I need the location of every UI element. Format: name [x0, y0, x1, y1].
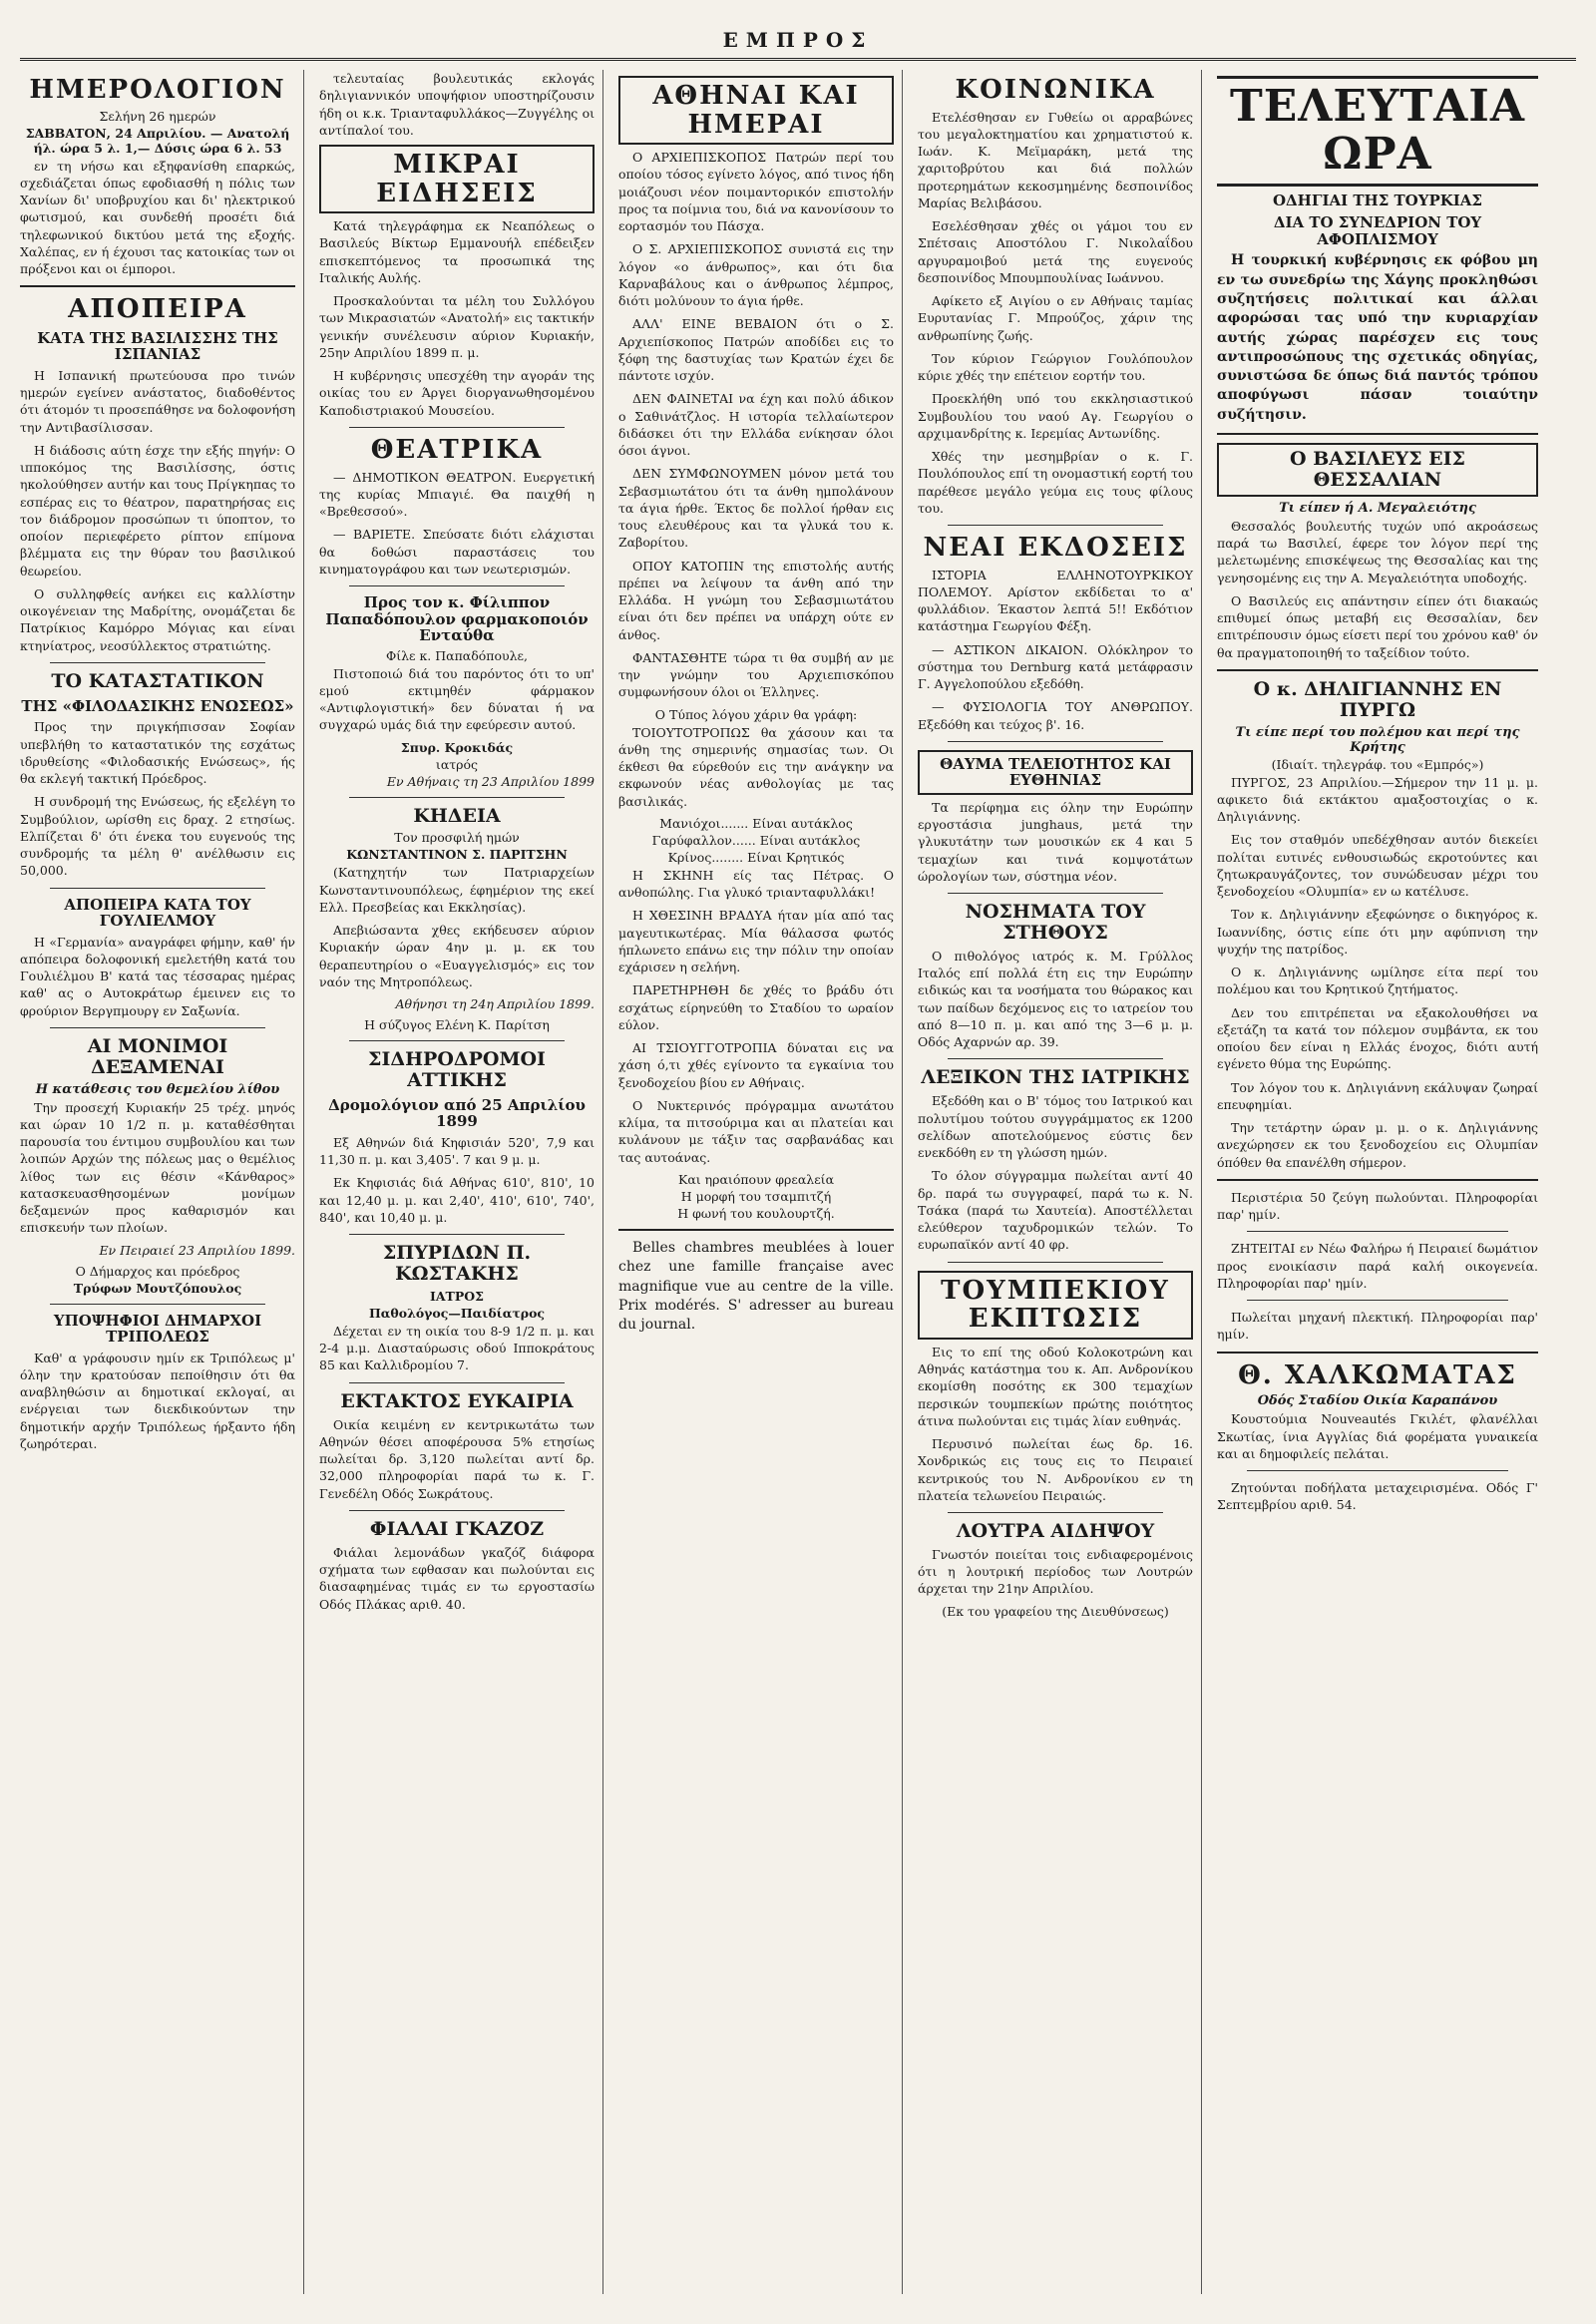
athinai-p9: Η ΣΚΗΝΗ είς τας Πέτρας. Ο ανθοπώλης. Για γλυκό τριανταφυλλάκι!	[618, 867, 894, 901]
koinonika-p4: Τον κύριον Γεώργιον Γουλόπουλον κύριε χθές την επέτειον εορτήν του.	[918, 350, 1193, 384]
koinonika-p1: Ετελέσθησαν εν Γυθείω οι αρραβώνες του μεγαλοκτηματίου και χρηματιστού κ. Ιωάν. Κ. Μεϊμαράκη, μετά της χαριτοβρύτου και διά πολλών προτερημάτων κεκοσμημένης δεσποινίδος Μαρίας Βελιβάσου.	[918, 109, 1193, 210]
divider	[948, 893, 1163, 894]
apopeira-p2: Η διάδοσις αύτη έσχε την εξής πηγήν: Ο ιπποκόμος της Βασιλίσσης, όστις ηκολούθησεν αυτήν και τους Πρίγκηπας το εσπέρας εις το θέατρον, παρατηρήσας εις τον διάδρομον προσώπων τι ύποπτον, το οποίον περιεφέρετο ρίπτον επίμονα βλέμματα εις την θύραν του βασιλικού θεωρείου.	[20, 442, 295, 579]
teleftaia-title: ΤΕΛΕΥΤΑΙΑ ΩΡΑ	[1217, 76, 1538, 187]
divider	[948, 1512, 1163, 1513]
letter-sign-date: Εν Αθήναις τη 23 Απριλίου 1899	[386, 773, 595, 789]
athinai-list3: Κρίνος........ Είναι Κρητικός	[667, 849, 845, 865]
column-2	[319, 70, 603, 2294]
koinonika-p3: Αφίκετο εξ Αιγίου ο εν Αθήναις ταμίας Ευρυτανίας Γ. Μπρούζος, χάριν της ανθρωπίνης ζωής.	[918, 293, 1193, 343]
athinai-p5: ΔΕΝ ΣΥΜΦΩΝΟΥΜΕΝ μόνον μετά του Σεβασμιωτάτου ότι τα άνθη ημπολάνουν τα άγια ήρθε. Έκτος δε πολλοί ήρθαν εις τους ελευθέρους και τα γλυκά του κ. Ζαβορίτου.	[618, 466, 894, 551]
athinai-p4: ΔΕΝ ΦΑΙΝΕΤΑΙ να έχη και πολύ άδικον ο Σαθινάτζλος. Η ιστορία τελλαίωτερον διδάσκει ότι την Ελλάδα ενίκησαν όλοι όσοι άγνοι.	[618, 391, 894, 459]
divider	[948, 741, 1163, 742]
athinai-p2: Ο Σ. ΑΡΧΙΕΠΙΣΚΟΠΟΣ συνιστά εις την λόγον «ο άνθρωπος», και ότι δια Καρναβάλους και ο άνθρωπος λέμπρος, διότι μολύνουν το άγια ήρθε.	[618, 241, 894, 309]
apopeira-subtitle: ΚΑΤΑ ΤΗΣ ΒΑΣΙΛΙΣΣΗΣ ΤΗΣ ΙΣΠΑΝΙΑΣ	[37, 328, 278, 364]
vasilefs-p2: Ο Βασιλεύς εις απάντησιν είπεν ότι διακαώς επιθυμεί όπως μεταβή εις Θεσσαλίαν, δεν επιτρέπουσιν όμως είσετι περί του χρόνου καθ' όν θα πραγματοποιηθή το ταξείδιον τούτο.	[1217, 592, 1538, 660]
gazoz-p1: Φιάλαι λεμονάδων γκαζόζ διάφορα σχήματα των εφθασαν και πωλούνται εις διασαφημένας τιμάς εν τω εργοστασίω Οδός Πλάκας αριθ. 40.	[319, 1544, 595, 1612]
zitite-ad: ΖΗΤΕΙΤΑΙ εν Νέω Φαλήρω ή Πειραιεί δωμάτιον προς ενοικίασιν παρά καλή οικογενεία. Πληροφορίαι παρ' ημίν.	[1217, 1241, 1538, 1291]
pyrgo-p3: Ο κ. Δηλιγιάννης ωμίλησε είτα περί του πολέμου και του Κρητικού ζητήματος.	[1217, 965, 1538, 997]
divider	[50, 662, 265, 663]
sidirodromoi-p1: Εξ Αθηνών διά Κηφισιάν 520', 7,9 και 11,30 π. μ. και 3,405'. 7 και 9 μ. μ.	[319, 1134, 595, 1168]
masthead	[20, 22, 1576, 61]
apopeira-p3: Ο συλληφθείς ανήκει εις καλλίστην οικογένειαν της Μαδρίτης, ονομάζεται δε Πατρίκιος Καμόρρο Μόγιας και είναι κτηνίατρος, νεοσύλλεκτος στρατιώτης.	[20, 585, 295, 653]
columns	[20, 70, 1576, 2294]
goulielmos-title: ΑΠΟΠΕΙΡΑ ΚΑΤΑ ΤΟΥ ΓΟΥΛΙΕΛΜΟΥ	[64, 895, 251, 931]
hemerologion-text: εν τη νήσω και εξηφανίσθη επαρκώς, σχεδιάζεται όπως εφοδιασθή η πόλις των Χανίων δι' υποβρυχίου και δι' ηλεκτρικού φωτισμού, και συνδεθή προσέτι διά τηλεφωνικού δικτύου μετά της εξοχής. Χαλέπας, εν ή έχουσι τας κατοικίας των οι πρόξενοι και οι έμποροι.	[20, 158, 295, 277]
dexamenai-sign-name: Τρύφων Μουτζόπουλος	[73, 1280, 242, 1296]
athinai-p10: Η ΧΘΕΣΙΝΗ ΒΡΑΔΥΑ ήταν μία από τας μαγευτικωτέρας. Μία θάλασσα φωτός ήπλωνετο επάνω εις την πόλιν την οποίαν εχάρισεν η σελήνη.	[618, 908, 894, 975]
vasilefs-subtitle: Τι είπεν ή Α. Μεγαλειότης	[1279, 500, 1476, 516]
divider	[948, 1058, 1163, 1059]
teleftaia-subtitle: ΟΔΗΓΙΑΙ ΤΗΣ ΤΟΥΡΚΙΑΣ	[1272, 191, 1483, 209]
eidiseis-p2: Προσκαλούνται τα μέλη του Συλλόγου των Μικρασιατών «Ανατολή» εις τακτικήν γενικήν συνέλευσιν αύριον Κυριακήν, 25ην Απριλίου 1899 π. μ.	[319, 293, 595, 360]
eidiseis-title: ΜΙΚΡΑΙ ΕΙΔΗΣΕΙΣ	[319, 145, 595, 213]
poleitai-ad: Πωλείται μηχανή πλεκτική. Πληροφορίαι παρ' ημίν.	[1217, 1310, 1538, 1343]
column-1	[20, 70, 304, 2294]
column-4	[918, 70, 1202, 2294]
divider	[20, 285, 295, 287]
dexamenai-title: ΑΙ ΜΟΝΙΜΟΙ ΔΕΞΑΜΕΝΑΙ	[87, 1034, 228, 1078]
kostakis-title: ΣΠΥΡΙΔΩΝ Π. ΚΩΣΤΑΚΗΣ	[382, 1242, 532, 1286]
toumpekiou-p2: Περυσινό πωλείται έως δρ. 16. Χονδρικώς εις τους εις το Πειραιεί κεντρικούς του Ν. Ανδρονίκου εν τη πλατεία τελωνείου Πειραιώς.	[918, 1436, 1193, 1503]
column-3	[618, 70, 903, 2294]
theatrika-p1: — ΔΗΜΟΤΙΚΟΝ ΘΕΑΤΡΟΝ. Ευεργετική της κυρίας Μπιαγιέ. Θα παιχθή η «Βρεθεσσού».	[319, 469, 595, 520]
nosimata-p1: Ο πιθολόγος ιατρός κ. Μ. Γρύλλος Ιταλός επί πολλά έτη εις την Ευρώπην ειδικώς και τα νοσήματα του θώρακος και των παίδων δεχόμενος εις το ιατρείον του από 8—10 π. μ. και από της 3—6 μ. μ. Οδός Αχαρνών αρ. 39.	[918, 948, 1193, 1050]
theatrika-p2: — ΒΑΡΙΕΤΕ. Σπεύσατε διότι ελάχισται θα δοθώσι παραστάσεις του κινηματογράφου και των νεωτερισμών.	[319, 527, 595, 577]
thavma-p1: Τα περίφημα εις όλην την Ευρώπην εργοστάσια junghaus, μετά την γλυκυτάτην των μουσικών εκ 4 και 5 τεμαχίων και τινά κομψοτάτων ώρολογίων των, σύστημα νέον.	[918, 799, 1193, 884]
divider	[1217, 433, 1538, 435]
divider	[349, 1510, 565, 1511]
goulielmos-p1: Η «Γερμανία» αναγράφει φήμην, καθ' ήν απόπειρα δολοφονική εμελετήθη κατά του Γουλιέλμου Β' κατά τας τέσσαρας ημέρας καθ' ας ο Αυτοκράτωρ έμεινεν εις το φρούριον Βεργπμουργ εν Σαξωνία.	[20, 934, 295, 1018]
divider	[349, 1234, 565, 1235]
divider	[349, 1382, 565, 1383]
athinai-p3: ΑΛΛ' ΕΙΝΕ ΒΕΒΑΙΟΝ ότι ο Σ. Αρχιεπίσκοπος Πατρών αποδίδει εις το ξόφη της δαστυχίας των Κρατών έχει δε πάντοτε ισχύν.	[618, 316, 894, 384]
katastatikon-subtitle: ΤΗΣ «ΦΙΛΟΔΑΣΙΚΗΣ ΕΝΩΣΕΩΣ»	[21, 696, 294, 715]
kedeia-name: ΚΩΝΣΤΑΝΤΙΝΟΝ Σ. ΠΑΡΙΤΣΗΝ	[346, 847, 568, 863]
divider	[349, 797, 565, 798]
dexamenai-sign-place: Εν Πειραιεί 23 Απριλίου 1899.	[99, 1242, 295, 1258]
pyrgo-dateline: (Ιδιαίτ. τηλεγράφ. του «Εμπρός»)	[1271, 756, 1484, 772]
pyrgo-subtitle: Τι είπε περί του πολέμου και περί της Κρήτης	[1235, 724, 1520, 755]
masthead-title: ΕΜΠΡΟΣ	[722, 28, 874, 52]
divider	[50, 888, 265, 889]
hemerologion-date: ΣΑΒΒΑΤΟΝ, 24 Απριλίου. — Ανατολή ήλ. ώρα 5 λ. 1,— Δύσις ώρα 6 λ. 53	[25, 125, 290, 156]
efkairia-title: ΕΚΤΑΚΤΟΣ ΕΥΚΑΙΡΙΑ	[340, 1389, 574, 1412]
vasilefs-p1: Θεσσαλός βουλευτής τυχών υπό ακροάσεως παρά τω Βασιλεί, έφερε τον λόγον περί της μελετωμένης επισκέψεως της Θεσσαλίας και της γενησομένης εις την Α. Μεγαλειότητα υποδοχής.	[1217, 518, 1538, 585]
vasilefs-title: Ο ΒΑΣΙΛΕΥΣ ΕΙΣ ΘΕΣΣΑΛΙΑΝ	[1217, 443, 1538, 497]
letter-sign-name: Σπυρ. Κροκιδάς	[400, 739, 514, 755]
ekdoseis-title: ΝΕΑΙ ΕΚΔΟΣΕΙΣ	[923, 533, 1188, 564]
lexikon-p1: Εξεδόθη και ο Β' τόμος του Ιατρικού και πολυτίμου τούτου συγγράμματος εκ 1200 σελίδων αποτελούμενος εύστις δεν ενεκδόθη εν τη γλώσση ημών.	[918, 1093, 1193, 1161]
pyrgo-p1: Εις τον σταθμόν υπεδέχθησαν αυτόν διεκείει πολίται ευτινές ενθουσιωδώς εκροτούντες και ζητωκραυγάζοντες, τον συνώδευσαν μέχρι του ξενοδοχείου «Ολυμπία» εν ω κατέλυσε.	[1217, 832, 1538, 900]
pyrgo-p2: Τον κ. Δηλιγιάννην εξεφώνησε ο δικηγόρος κ. Ιωαννίδης, όστις είπε ότι μην αφύπνιση την ψυχήν της πατρίδος.	[1217, 907, 1538, 957]
divider	[1247, 1231, 1508, 1232]
efkairia-p1: Οικία κειμένη εν κεντρικωτάτω των Αθηνών θέσει αποφέρουσα 5% ετησίως πωλείται δρ. 3,120 πωλείται αντί δρ. 32,000 πληροφορίαι παρά τω κ. Γ. Γενεδέλη Οδός Σωκράτους.	[319, 1416, 595, 1501]
teleftaia-subtitle2: ΔΙΑ ΤΟ ΣΥΝΕΔΡΙΟΝ ΤΟΥ ΑΦΟΠΛΙΣΜΟΥ	[1273, 213, 1482, 248]
pyrgo-p6: Την τετάρτην ώραν μ. μ. ο κ. Δηλιγιάννης ανεχώρησεν εκ του ξενοδοχείου εις Ολυμπίαν όπόθεν θα επανέλθη σήμερον.	[1217, 1120, 1538, 1170]
divider	[1247, 1470, 1508, 1471]
hemerologion-title: ΗΜΕΡΟΛΟΓΙΟΝ	[29, 75, 286, 105]
divider	[1247, 1300, 1508, 1301]
athinai-title: ΑΘΗΝΑΙ ΚΑΙ ΗΜΕΡΑΙ	[618, 76, 894, 145]
kedeia-date: Αθήνησι τη 24η Απριλίου 1899.	[395, 996, 595, 1012]
divider	[50, 1027, 265, 1028]
athinai-p1: Ο ΑΡΧΙΕΠΙΣΚΟΠΟΣ Πατρών περί του οποίου τόσος εγίνετο λόγος, από τινος ήδη μοιάζουσι νέον ποιμαντορικόν επιστολήν προς τα ποίμνια του, διά να κανονίσουν το εορτασμόν του Πάσχα.	[618, 150, 894, 234]
divider	[948, 1262, 1163, 1263]
divider	[1217, 1352, 1538, 1354]
athinai-p13: Ο Νυκτερινός πρόγραμμα ανωτάτου κλίμα, τα πιτσούριμα και αι πλατείαι και κυλάνουν με τάξιν τας σαρβανάδας και τας αυτοάνας.	[618, 1097, 894, 1165]
ekdoseis-p1: ΙΣΤΟΡΙΑ ΕΛΛΗΝΟΤΟΥΡΚΙΚΟΥ ΠΟΛΕΜΟΥ. Αρίστον εκδίδεται το α' φυλλάδιον. Έκαστον λεπτά 5!! Εκδότιον κατάστημα Γεωργίου Φέξη.	[918, 567, 1193, 634]
toumpekiou-p1: Εις το επί της οδού Κολοκοτρώνη και Αθηνάς κατάστημα του κ. Απ. Ανδρονίκου εκομίσθη ποσότης εκ 300 τεμαχίων περσικών τουμπεκίων πρώτης ποιότητος άτινα πωλούνται εις τιμάς λίαν ευθηνάς.	[918, 1344, 1193, 1428]
ekdoseis-p2: — ΑΣΤΙΚΟΝ ΔΙΚΑΙΟΝ. Ολόκληρον το σύστημα του Dernburg κατά μετάφρασιν Γ. Αγγελοπούλου εξεδόθη.	[918, 641, 1193, 692]
athinai-list2: Γαρύφαλλον...... Είναι αυτάκλος	[651, 832, 861, 848]
letter-sign-role: ιατρός	[435, 756, 479, 772]
sidirodromoi-title: ΣΙΔΗΡΟΔΡΟΜΟΙ ΑΤΤΙΚΗΣ	[368, 1048, 546, 1092]
gazoz-title: ΦΙΑΛΑΙ ΓΚΑΖΟΖ	[369, 1517, 545, 1540]
divider	[618, 1229, 894, 1231]
athinai-p12: ΑΙ ΤΣΙΟΥΓΓΟΤΡΟΠΙΑ δύναται εις να χάση ό,τι χθές εγίνοντο τα εγκαίνια του ξενοδοχείου βίου εν Αθήναις.	[618, 1040, 894, 1090]
athinai-poem1: Και ηραιόπουν φρεαλεία	[677, 1171, 835, 1187]
divider	[349, 585, 565, 586]
loutra-sign: (Εκ του γραφείου της Διευθύνσεως)	[942, 1603, 1169, 1619]
ekdoseis-p3: — ΦΥΣΙΟΛΟΓΙΑ ΤΟΥ ΑΝΘΡΩΠΟΥ. Εξεδόθη και τεύχος β'. 16.	[918, 699, 1193, 732]
pyrgo-p5: Τον λόγον του κ. Δηλιγιάννη εκάλυψαν ζωηραί επευφημίαι.	[1217, 1079, 1538, 1112]
col2-top-text: τελευταίας βουλευτικάς εκλογάς δηλιγιαννικόν υποψήφιον υποστηρίζουσιν ήδη οι κ.κ. Τριανταφυλλάκος—Ζυγγέλης οι αντίπαλοί του.	[319, 71, 595, 138]
kedeia-title: ΚΗΔΕΙΑ	[413, 804, 501, 827]
french-ad: Belles chambres meublées à louer chez une famille française avec magnifique vue au centre de la ville. Prix modérés. S' adresser au bureau du journal.	[618, 1239, 894, 1334]
athinai-p11: ΠΑΡΕΤΗΡΗΘΗ δε χθές το βράδυ ότι εσχάτως είρηνεύθη το Σταδίου το ωραίον εύλον.	[618, 982, 894, 1032]
divider	[349, 1040, 565, 1041]
apopeira-p1: Η Ισπανική πρωτεύουσα προ τινών ημερών εγείνεν ανάστατος, διαδοθέντος ότι άτομόν τι προσεπάθησε να δολοφονήση την Αντιβασίλισσαν.	[20, 367, 295, 435]
athinai-p8: ΤΟΙΟΥΤΟΤΡΟΠΩΣ θα χάσουν και τα άνθη της σημερινής σημασίας των. Οι έκθεσι θα εύρεθούν εις την ανάγκην να εκφωνούν νέας ανθολογίας με τας βασιλικάς.	[618, 724, 894, 809]
katastatikon-title: ΤΟ ΚΑΤΑΣΤΑΤΙΚΟΝ	[51, 669, 264, 692]
lexikon-p2: Το όλον σύγγραμμα πωλείται αντί 40 δρ. παρά τω συγγραφεί, παρά τω κ. Ν. Τσάκα (παρά τω Χαυτεία). Αποστέλλεται ελεύθερον ταχυδρομικών τελών. Το ευρωπαϊκόν αντί 40 φρ.	[918, 1168, 1193, 1253]
chalkomatas-p1: Κουστούμια Nouveautés Γκιλέτ, φλανέλλαι Σκωτίας, ίνια Αγγλίας διά φορέματα γυναικεία και αι δημοφιλείς πελάται.	[1217, 1411, 1538, 1461]
kostakis-role: ΙΑΤΡΟΣ	[430, 1288, 484, 1304]
tripoleos-title: ΥΠΟΨΗΦΙΟΙ ΔΗΜΑΡΧΟΙ ΤΡΙΠΟΛΕΩΣ	[53, 1311, 262, 1347]
katastatikon-p2: Η συνδρομή της Ενώσεως, ής εξελέγη το Συμβούλιον, ωρίσθη εις δραχ. 2 ετησίως. Ελπίζεται δ' ότι ένεκα του ευγενούς της συνδρομής τα μέλη θ' ανέλθωσιν εις 50,000.	[20, 794, 295, 879]
chalkomatas-subtitle: Οδός Σταδίου Οικία Καραπάνου	[1257, 1393, 1498, 1409]
apopeira-title: ΑΠΟΠΕΙΡΑ	[68, 294, 247, 325]
athinai-p6: ΟΠΟΥ ΚΑΤΟΠΙΝ της επιστολής αυτής πρέπει να λείψουν τα άνθη από την Ελλάδα. Η γνώμη του Σεβασμιωτάτου είναι ότι δεν πρέπει να υπάρχη ούτε εν άνθος.	[618, 558, 894, 642]
pyrgo-title: Ο κ. ΔΗΛΙΓΙΑΝΝΗΣ ΕΝ ΠΥΡΓΩ	[1253, 677, 1502, 721]
pyrgo-p4: Δεν του επιτρέπεται να εξακολουθήσει να εξετάζη τα κατά τον πόλεμον συμβάντα, εκ του οποίου δεν είναι η Ελλάς ένοχος, διότι αυτή εγένετο θύμα της Ευρώπης.	[1217, 1004, 1538, 1072]
letter-title: Προς τον κ. Φίλιππον Παπαδόπουλον φαρμακοποιόν Ενταύθα	[325, 593, 589, 645]
loutra-p1: Γνωστόν ποιείται τοις ενδιαφερομένοις ότι η λουτρική περίοδος των Λουτρών άρχεται την 21ην Απριλίου.	[918, 1546, 1193, 1597]
eidiseis-p3: Η κυβέρνησις υπεσχέθη την αγοράν της οικίας του εν Άργει διοργανωθησομένου Καποδιστριακού Μουσείου.	[319, 368, 595, 418]
athinai-poem2: Η μορφή του τσαμπιτζή	[680, 1188, 832, 1204]
kedeia-family: Η σύζυγος Ελένη Κ. Παρίτση	[364, 1017, 550, 1033]
kostakis-spec: Παθολόγος—Παιδίατρος	[368, 1305, 546, 1321]
letter-p1: Πιστοποιώ διά του παρόντος ότι το υπ' εμού εκτιμηθέν φάρμακον «Αντιφλογιστική» δεν δύναται ή να συγχαρώ υμάς διά την εφεύρεσιν αυτού.	[319, 665, 595, 733]
thavma-title: ΘΑΥΜΑ ΤΕΛΕΙΟΤΗΤΟΣ ΚΑΙ ΕΥΘΗΝΙΑΣ	[918, 750, 1193, 795]
sidirodromoi-p2: Εκ Κηφισιάς διά Αθήνας 610', 810', 10 και 12,40 μ. μ. και 2,40', 410', 610', 740', 840', και 10,40 μ. μ.	[319, 1175, 595, 1225]
letter-salute: Φίλε κ. Παπαδόπουλε,	[385, 647, 529, 663]
dexamenai-subtitle: Η κατάθεσις του θεμελίου λίθου	[35, 1081, 280, 1097]
nosimata-title: ΝΟΣΗΜΑΤΑ ΤΟΥ ΣΤΗΘΟΥΣ	[965, 901, 1146, 945]
divider	[349, 427, 565, 428]
teleftaia-p1: Η τουρκική κυβέρνησις εκ φόβου μη εν τω συνεδρίω της Χάγης προκληθώσι συζητήσεις πολιτικαί και άλλαι αφορώσαι τας υπό την κυριαρχίαν αυτής χώρας παρέσχεν εις τους αντιπροσώπους της σχετικάς οδηγίας, συνιστώσα δε όπως διά παντός τρόπου αποφύγωσι πάσαν τοιαύτην συζήτησιν.	[1217, 252, 1538, 423]
koinonika-title: ΚΟΙΝΩΝΙΚΑ	[955, 75, 1156, 105]
kedeia-p1: (Κατηχητήν των Πατριαρχείων Κωνσταντινουπόλεως, έφημέριον της εκεί Ελλ. Πρεσβείας και Εκκλησίας).	[319, 865, 595, 915]
koinonika-p5: Προεκλήθη υπό του εκκλησιαστικού Συμβουλίου του ναού Αγ. Γεωργίου ο αρχιμανδρίτης κ. Ιερεμίας Αντωνίδης.	[918, 391, 1193, 441]
kostakis-p1: Δέχεται εν τη οικία του 8-9 1/2 π. μ. και 2-4 μ.μ. Διασταύρωσις οδού Ιπποκράτους 85 και Καλλιδρομίου 7.	[319, 1323, 595, 1373]
koinonika-p2: Εσελέσθησαν χθές οι γάμοι του εν Σπέτσαις Αποστόλου Γ. Νικολαΐδου αργυραμοιβού μετά της ευγενούς δεσποινίδος Μπουμπουλίνας Ιωάννου.	[918, 218, 1193, 285]
chalkomatas-title: Θ. ΧΑΛΚΩΜΑΤΑΣ	[1238, 1359, 1517, 1390]
lexikon-title: ΛΕΞΙΚΟΝ ΤΗΣ ΙΑΤΡΙΚΗΣ	[921, 1066, 1190, 1089]
divider	[948, 525, 1163, 526]
athinai-poem3: Η φωνή του κουλουρτζή.	[677, 1205, 835, 1221]
sidirodromoi-subtitle: Δρομολόγιον από 25 Απριλίου 1899	[328, 1095, 586, 1131]
koinonika-p6: Χθές την μεσημβρίαν ο κ. Γ. Πουλόπουλος επί τη ονομαστική εορτή του παρέθεσε μεγάλο γεύμα εις τους φίλους του.	[918, 449, 1193, 516]
athinai-flowers-intro: Ο Τύπος λόγου χάριν θα γράφη:	[654, 706, 858, 722]
column-5	[1217, 70, 1546, 2294]
divider	[1217, 669, 1538, 671]
athinai-p7: ΦΑΝΤΑΣΘΗΤΕ τώρα τι θα συμβή αν με την γνώμην του Αρχιεπισκόπου συμφωνήσουν όλοι οι Έλληνες.	[618, 649, 894, 700]
toumpekiou-title: ΤΟΥΜΠΕΚΙΟΥ ΕΚΠΤΩΣΙΣ	[918, 1271, 1193, 1340]
athinai-list1: Μανιόχοι....... Είναι αυτάκλος	[659, 815, 853, 831]
katastatikon-p1: Προς την πριγκήπισσαν Σοφίαν υπεβλήθη το καταστατικόν της εσχάτως ιδρυθείσης «Φιλοδασικής Ενώσεως», ής θα εκλεγή τακτική Πρόεδρος.	[20, 719, 295, 787]
kedeia-name-intro: Τον προσφιλή ημών	[394, 830, 520, 846]
divider	[50, 1304, 265, 1305]
kedeia-p2: Απεβιώσαντα χθες εκήδευσεν αύριον Κυριακήν ώραν 4ην μ. μ. εκ του θεραπευτηρίου ο «Ευαγγελισμός» εις τον ναόν της Μητροπόλεως.	[319, 923, 595, 989]
dexamenai-sign-role: Ο Δήμαρχος και πρόεδρος	[75, 1263, 240, 1279]
chalkomatas-p2: Ζητούνται ποδήλατα μεταχειρισμένα. Οδός Γ' Σεπτεμβρίου αριθ. 54.	[1217, 1480, 1538, 1513]
peristeria-ad: Περιστέρια 50 ζεύγη πωλούνται. Πληροφορίαι παρ' ημίν.	[1217, 1189, 1538, 1223]
divider	[1217, 1179, 1538, 1181]
tripoleos-p1: Καθ' α γράφουσιν ημίν εκ Τριπόλεως μ' όλην την κρατούσαν πεποίθησιν ότι θα αναβληθώσιν αι δημοτικαί εκλογαί, αι ενέργειαι των διεκδικούντων την δημοτικήν αρχήν Τριπόλεως ήρξαντο ήδη ζωηρότεραι.	[20, 1350, 295, 1451]
eidiseis-p1: Κατά τηλεγράφημα εκ Νεαπόλεως ο Βασιλεύς Βίκτωρ Εμμανουήλ επέδειξεν επισκεπτόμενος τα προσωπικά της Ιταλικής Αυλής.	[319, 218, 595, 285]
loutra-title: ΛΟΥΤΡΑ ΑΙΔΗΨΟΥ	[956, 1520, 1155, 1543]
dexamenai-p1: Την προσεχή Κυριακήν 25 τρέχ. μηνός και ώραν 10 1/2 π. μ. καταθέσθηται παρουσία του έντιμου συμβουλίου και των λοιπών Αρχών της πόλεως μας ο θεμέλιος λίθος των εις θέσιν «Κάνθαρος» κατασκευασθησομένων μονίμων δεξαμενών προς καθαρισμόν και επισκευήν των πλοίων.	[20, 1099, 295, 1236]
hemerologion-moon: Σελήνη 26 ημερών	[99, 108, 216, 124]
theatrika-title: ΘΕΑΤΡΙΚΑ	[370, 434, 544, 465]
pyrgo-dateline2: ΠΥΡΓΟΣ, 23 Απριλίου.—Σήμερον την 11 μ. μ. αφικετο διά εκτάκτου αμαξοστοιχίας ο κ. Δηλιγιάννης.	[1217, 774, 1538, 825]
